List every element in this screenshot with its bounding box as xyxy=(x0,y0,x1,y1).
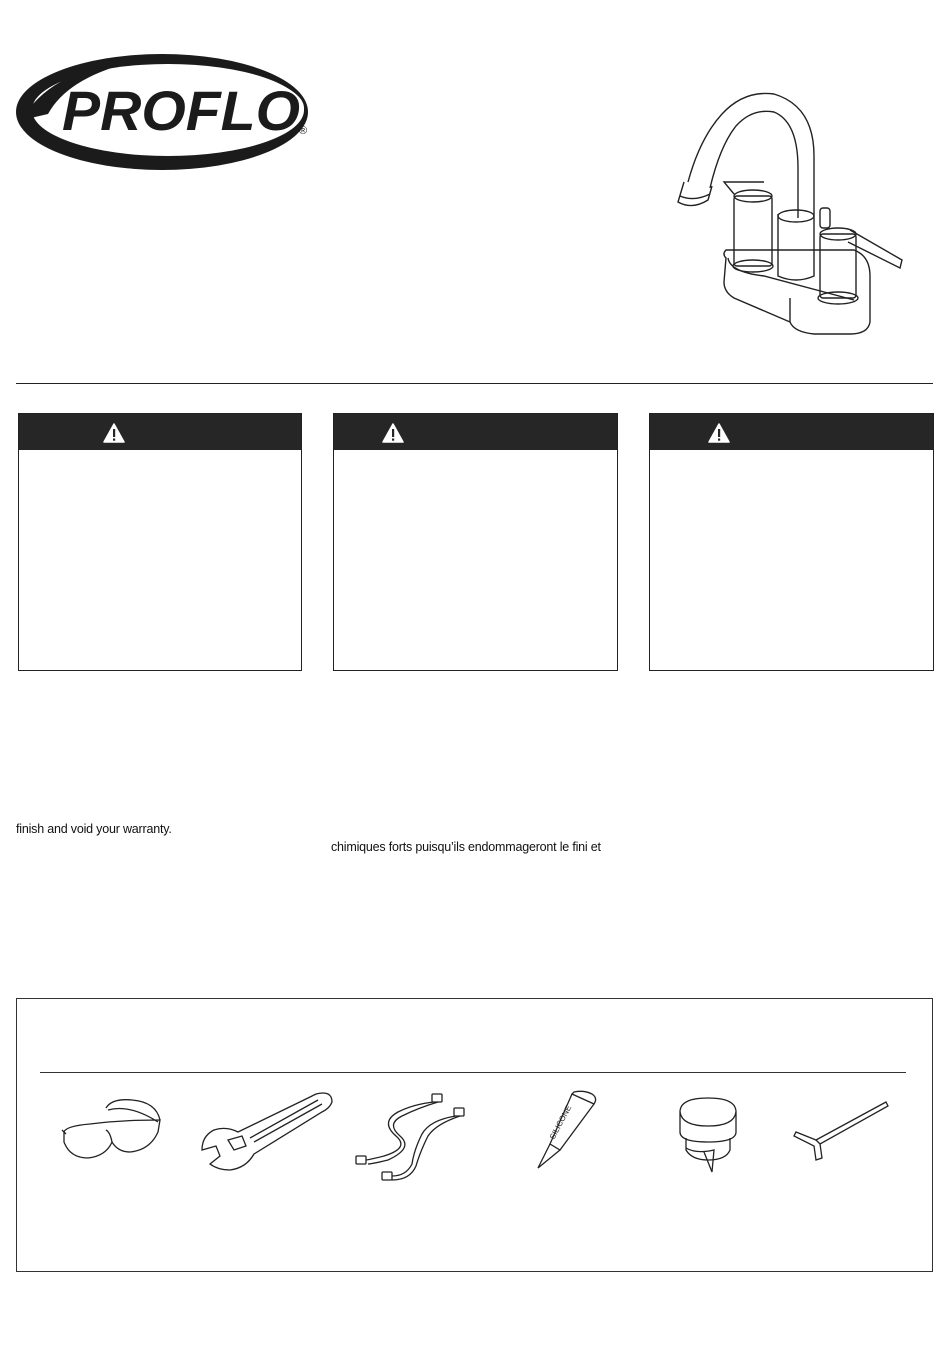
adjustable-wrench-icon xyxy=(198,1088,336,1176)
registered-mark: ® xyxy=(299,125,308,137)
warning-box-2 xyxy=(333,413,618,671)
care-note-english: finish and void your warranty. xyxy=(16,822,172,836)
tools-divider xyxy=(40,1072,906,1073)
faucet-illustration xyxy=(664,86,950,340)
warning-box-1 xyxy=(18,413,302,671)
warning-triangle-icon xyxy=(103,423,125,443)
warning-triangle-icon xyxy=(708,423,730,443)
plumbers-tape-icon xyxy=(672,1092,744,1174)
supply-lines-icon xyxy=(354,1090,468,1182)
warning-header-2 xyxy=(334,414,617,450)
warning-box-3 xyxy=(649,413,934,671)
safety-glasses-icon xyxy=(60,1096,162,1168)
warning-header-1 xyxy=(19,414,301,450)
silicone-label: SILICONE xyxy=(547,1103,574,1141)
care-note-french: chimiques forts puisqu’ils endommageront le fini et xyxy=(331,840,601,854)
brand-name: PROFLO xyxy=(62,79,300,142)
silicone-tube-icon xyxy=(530,1088,602,1170)
proflo-logo xyxy=(12,50,312,174)
section-divider xyxy=(16,383,933,384)
warning-header-3 xyxy=(650,414,933,450)
hex-key-icon xyxy=(790,1096,892,1168)
warning-triangle-icon xyxy=(382,423,404,443)
